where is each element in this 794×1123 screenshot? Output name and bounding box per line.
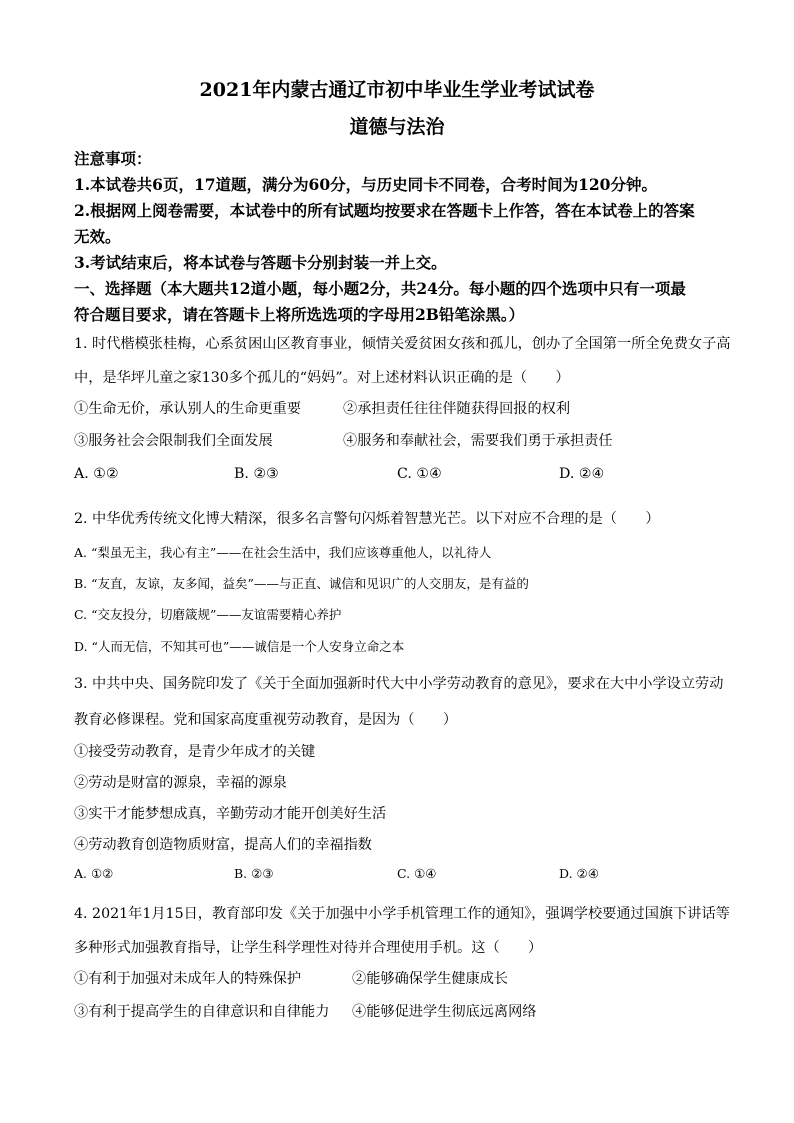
- question-3-item: ③实干才能梦想成真，辛勤劳动才能开创美好生活: [74, 806, 387, 822]
- question-1-stem: 中，是华坪儿童之家130多个孤儿的“妈妈”。对上述材料认识正确的是（ ）: [74, 370, 570, 386]
- question-4-item: ④能够促进学生彻底远离网络: [352, 1004, 537, 1020]
- question-1-item: ③服务社会会限制我们全面发展: [74, 433, 273, 449]
- question-3-option: C. ①④: [397, 866, 437, 881]
- question-3-option: A. ①②: [74, 866, 114, 881]
- question-3-item: ④劳动教育创造物质财富，提高人们的幸福指数: [74, 837, 372, 853]
- question-3-item: ②劳动是财富的源泉，幸福的源泉: [74, 775, 287, 791]
- exam-subject: 道德与法治: [349, 116, 445, 138]
- question-3-option: B. ②③: [234, 866, 274, 881]
- section-heading: 一、选择题（本大题共12道小题，每小题2分，共24分。每小题的四个选项中只有一项最: [74, 279, 686, 298]
- question-3-option: D. ②④: [559, 866, 599, 881]
- question-4-item: ①有利于加强对未成年人的特殊保护: [74, 971, 302, 987]
- question-4-stem: 多种形式加强教育指导，让学生科学理性对待并合理使用手机。这（ ）: [74, 940, 543, 956]
- notes-block: [74, 146, 734, 328]
- question-4-item: ③有利于提高学生的自律意识和自律能力: [74, 1004, 330, 1020]
- note-item: 2.根据网上阅卷需要，本试卷中的所有试题均按要求在答题卡上作答，答在本试卷上的答案: [74, 201, 695, 220]
- exam-title: 2021年内蒙古通辽市初中毕业生学业考试试卷: [199, 79, 595, 101]
- question-3-item: ①接受劳动教育，是青少年成才的关键: [74, 744, 316, 760]
- question-1-option: A. ①②: [74, 466, 119, 482]
- question-1-item: ①生命无价，承认别人的生命更重要: [74, 401, 302, 417]
- note-item: 无效。: [74, 227, 121, 246]
- note-item: 1.本试卷共6页，17道题，满分为60分，与历史同卡不同卷，合考时间为120分钟。: [74, 175, 657, 194]
- question-2-option: C. “交友投分，切磨箴规”——友谊需要精心养护: [74, 607, 342, 622]
- section-heading: 符合题目要求，请在答题卡上将所选选项的字母用2B铅笔涂黑。）: [74, 305, 525, 324]
- question-1-item: ④服务和奉献社会，需要我们勇于承担责任: [343, 433, 613, 449]
- question-1-item: ②承担责任往往伴随获得回报的权利: [343, 401, 571, 417]
- question-1-option: D. ②④: [559, 466, 605, 482]
- question-1-option: C. ①④: [397, 466, 442, 482]
- question-2-option: A. “梨虽无主，我心有主”——在社会生活中，我们应该尊重他人，以礼待人: [74, 545, 492, 560]
- question-2-option: B. “友直，友谅，友多闻，益矣”——与正直、诚信和见识广的人交朋友，是有益的: [74, 576, 529, 591]
- question-3-stem: 3. 中共中央、国务院印发了《关于全面加强新时代大中小学劳动教育的意见》，要求在大中小学设立劳动: [74, 676, 724, 692]
- question-2-option: D. “人而无信，不知其可也”——诚信是一个人安身立命之本: [74, 639, 405, 654]
- notes-heading: 注意事项：: [74, 149, 152, 168]
- question-4-stem: 4. 2021年1月15日，教育部印发《关于加强中小学手机管理工作的通知》，强调学校要通过国旗下讲话等: [74, 906, 730, 922]
- question-1-option: B. ②③: [234, 466, 279, 482]
- question-3-stem: 教育必修课程。党和国家高度重视劳动教育，是因为（ ）: [74, 712, 458, 728]
- question-1-stem: 1. 时代楷模张桂梅，心系贫困山区教育事业，倾情关爱贫困女孩和孤儿，创办了全国第一所全免费女子高: [74, 336, 731, 352]
- note-item: 3.考试结束后，将本试卷与答题卡分别封装一并上交。: [74, 253, 447, 272]
- question-4-item: ②能够确保学生健康成长: [352, 971, 509, 987]
- question-2-stem: 2. 中华优秀传统文化博大精深，很多名言警句闪烁着智慧光芒。以下对应不合理的是（ ）: [74, 511, 660, 527]
